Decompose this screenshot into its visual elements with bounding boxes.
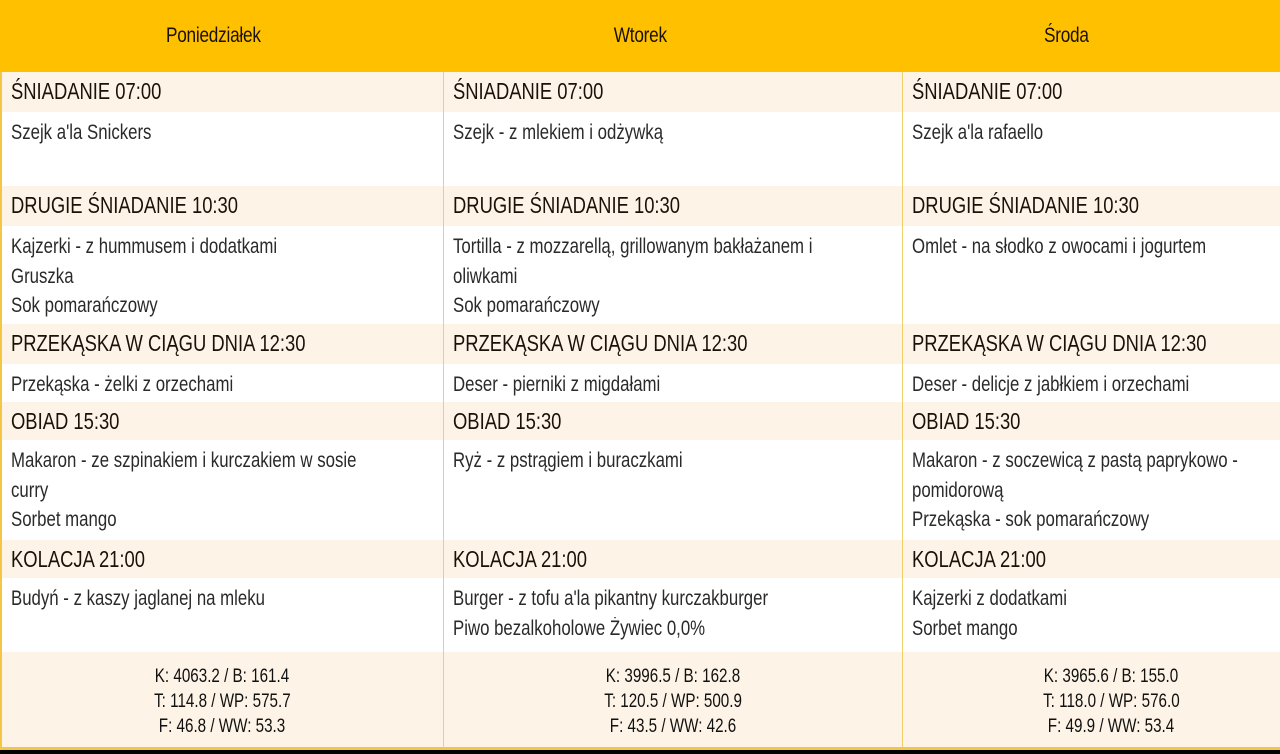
nutrition-totals [2,652,443,747]
meal-body [444,112,902,186]
totals-line: F: 43.5 / WW: 42.6 [609,716,737,737]
meal-label: ŚNIADANIE 07:00 [444,72,902,112]
meal-body [903,440,1280,540]
meal-item: Przekąska - sok pomarańczowy [912,508,1150,531]
meal-item: curry [11,478,49,502]
meal-item: Budyń - z kaszy jaglanej na mleku [11,587,265,610]
meal-item: Burger - z tofu a'la pikantny kurczakburger [452,587,768,610]
meal-item: Szejk a'la Snickers [11,121,152,144]
meal-body [444,578,902,652]
meal-label: OBIAD 15:30 [903,402,1280,440]
meal-body [444,226,902,324]
meal-body [2,226,443,324]
meal-item: pomidorową [912,478,1004,502]
day-header-tuesday: Wtorek [613,24,667,47]
day-column-tuesday [444,72,903,747]
day-header-wednesday: Środa [1044,24,1090,47]
nutrition-totals [444,652,902,747]
meal-item: Szejk a'la rafaello [912,121,1044,144]
meal-item: Sok pomarańczowy [452,294,600,317]
meal-grid [2,72,1278,747]
meal-item: oliwkami [452,264,518,288]
meal-body [903,364,1280,402]
meal-label: ŚNIADANIE 07:00 [2,72,443,112]
nutrition-totals [903,652,1280,747]
meal-label: DRUGIE ŚNIADANIE 10:30 [903,186,1280,226]
meal-label: KOLACJA 21:00 [444,540,902,578]
meal-item: Sorbet mango [912,616,1018,640]
meal-item: Przekąska - żelki z orzechami [11,373,234,396]
totals-line: T: 120.5 / WP: 500.9 [604,691,742,712]
meal-item: Gruszka [11,264,74,288]
meal-label: ŚNIADANIE 07:00 [903,72,1280,112]
meal-label: DRUGIE ŚNIADANIE 10:30 [2,186,443,226]
meal-item: Ryż - z pstrągiem i buraczkami [452,449,683,472]
meal-body [2,578,443,652]
meal-label: DRUGIE ŚNIADANIE 10:30 [444,186,902,226]
meal-item: Deser - delicje z jabłkiem i orzechami [912,373,1190,396]
meal-label: OBIAD 15:30 [2,402,443,440]
meal-body [2,440,443,540]
meal-body [444,440,902,540]
meal-body [903,112,1280,186]
totals-line: K: 4063.2 / B: 161.4 [155,666,290,687]
day-column-monday [2,72,444,747]
meal-item: Omlet - na słodko z owocami i jogurtem [912,235,1207,258]
meal-item: Makaron - ze szpinakiem i kurczakiem w sosie [11,449,357,472]
meal-body [2,112,443,186]
totals-line: K: 3996.5 / B: 162.8 [605,666,741,687]
table-header-row [0,0,1280,72]
totals-line: T: 118.0 / WP: 576.0 [1042,691,1180,712]
totals-line: F: 49.9 / WW: 53.4 [1048,716,1175,737]
meal-label: OBIAD 15:30 [444,402,902,440]
meal-body [903,226,1280,324]
day-column-wednesday [903,72,1280,747]
meal-item: Kajzerki z dodatkami [912,587,1068,610]
meal-label: PRZEKĄSKA W CIĄGU DNIA 12:30 [903,324,1280,364]
totals-line: T: 114.8 / WP: 575.7 [154,691,291,712]
meal-body [903,578,1280,652]
meal-item: Tortilla - z mozzarellą, grillowanym bakłażanem i [452,235,813,258]
meal-item: Sorbet mango [11,508,117,531]
meal-label: PRZEKĄSKA W CIĄGU DNIA 12:30 [2,324,443,364]
meal-item: Makaron - z soczewicą z pastą paprykowo - [912,449,1239,472]
meal-label: KOLACJA 21:00 [2,540,443,578]
totals-line: K: 3965.6 / B: 155.0 [1044,666,1179,687]
totals-line: F: 46.8 / WW: 53.3 [159,716,286,737]
meal-label: KOLACJA 21:00 [903,540,1280,578]
meal-item: Deser - pierniki z migdałami [452,373,661,396]
meal-body [2,364,443,402]
meal-item: Sok pomarańczowy [11,294,158,317]
meal-item: Kajzerki - z hummusem i dodatkami [11,235,278,258]
meal-label: PRZEKĄSKA W CIĄGU DNIA 12:30 [444,324,902,364]
meal-item: Piwo bezalkoholowe Żywiec 0,0% [452,616,705,640]
day-header-monday: Poniedziałek [165,24,261,47]
meal-item: Szejk - z mlekiem i odżywką [452,121,663,144]
meal-body [444,364,902,402]
